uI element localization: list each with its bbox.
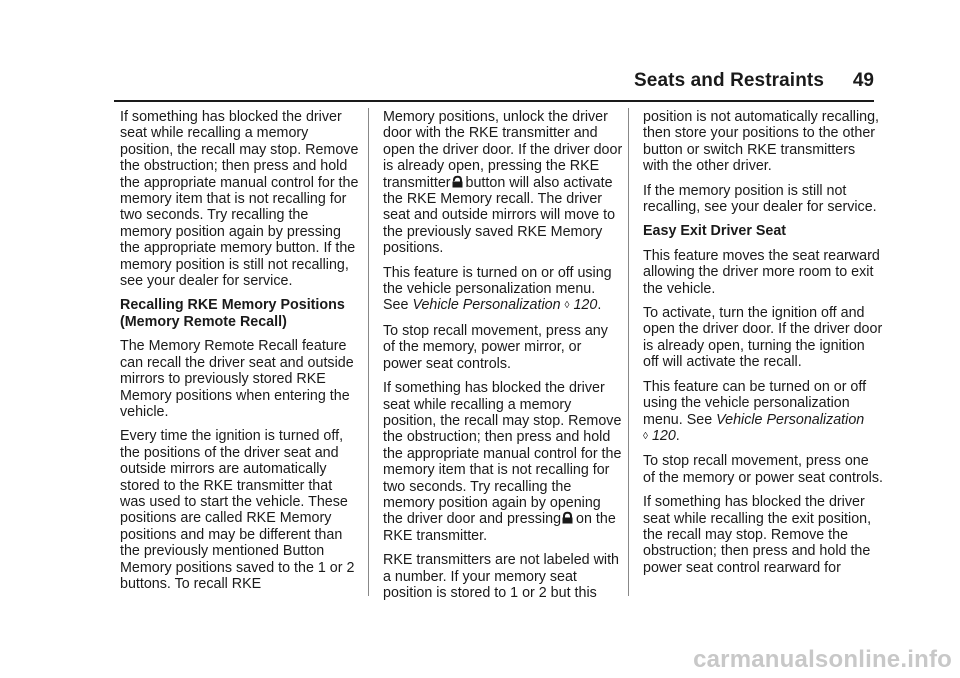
header-rule	[114, 100, 874, 102]
punctuation: .	[597, 297, 602, 314]
paragraph	[383, 265, 623, 315]
subheading-easy-exit: Easy Exit Driver Seat	[643, 223, 787, 240]
paragraph-text: button will also activate the RKE Memory recall. The driver seat and outside mirrors will move to the previously saved RKE Memory positions.	[383, 174, 616, 257]
cross-reference-page[interactable]: 120	[573, 297, 598, 314]
paragraph-text: If something has blocked the driver seat while recalling a memory position, the recall may stop. Remove the obstruction; then press and hold the appropriate manual control for the memory item that is not recalling for two seconds. Try recalling the memory position again by opening the driver door and pressing	[383, 380, 622, 528]
column-1	[120, 109, 360, 600]
paragraph-text: This feature can be turned on or off using the vehicle personalization menu. See	[643, 378, 867, 428]
paragraph: If the memory position is still not recalling, see your dealer for service.	[643, 182, 877, 216]
rke-unlock-icon	[452, 175, 463, 188]
paragraph	[383, 380, 623, 544]
paragraph: The Memory Remote Recall feature can recall the driver seat and outside mirrors to previously stored RKE Memory positions when entering the vehicle.	[120, 338, 354, 420]
paragraph: If something has blocked the driver seat while recalling a memory position, the recall may stop. Remove the obstruction; then press and hold the appropriate manual control for the memory item that is not recalling for two seconds. Try recalling the memory position again by pressing the appropriate memory button. If the memory position is still not recalling, see your dealer for service.	[120, 109, 359, 290]
paragraph	[643, 379, 883, 446]
paragraph: This feature moves the seat rearward allowing the driver more room to exit the vehicle.	[643, 247, 880, 297]
page-ref-icon: ◊	[643, 430, 648, 442]
column-divider-1	[368, 108, 369, 596]
paragraph-text: Memory positions, unlock the driver door with the RKE transmitter and open the driver door. If the driver door is already open, pressing the RKE transmitter	[383, 109, 623, 191]
page-header	[0, 0, 960, 100]
section-title: Seats and Restraints	[634, 70, 824, 91]
paragraph: To stop recall movement, press one of the memory or power seat controls.	[643, 453, 883, 486]
paragraph: To activate, turn the ignition off and open the driver door. If the driver door is already open, turning the ignition off will activate the recall.	[643, 305, 883, 371]
page-number: 49	[852, 70, 874, 91]
paragraph-text: on the RKE transmitter.	[383, 511, 616, 544]
punctuation: .	[675, 427, 680, 444]
paragraph-text: This feature is turned on or off using the vehicle personalization menu. See	[383, 264, 612, 314]
paragraph	[383, 109, 623, 257]
column-2	[383, 109, 623, 609]
subheading-rke-memory-recall: Recalling RKE Memory Positions (Memory Remote Recall)	[120, 297, 345, 330]
paragraph: Every time the ignition is turned off, the positions of the driver seat and outside mirrors are automatically stored to the RKE transmitter that was used to start the vehicle. These positions are called RKE Memory positions and may be different than the previously mentioned Button Memory positions saved to the 1 or 2 buttons. To recall RKE	[120, 428, 355, 592]
cross-reference-page[interactable]: 120	[651, 427, 676, 444]
page-ref-icon: ◊	[564, 300, 570, 312]
paragraph: position is not automatically recalling, then store your positions to the other button or switch RKE transmitters with the other driver.	[643, 109, 880, 175]
cross-reference-link[interactable]: Vehicle Personalization	[412, 297, 561, 314]
paragraph: RKE transmitters are not labeled with a number. If your memory seat position is stored to 1 or 2 but this	[383, 552, 620, 601]
rke-unlock-icon	[562, 511, 573, 524]
column-3	[643, 109, 883, 584]
column-divider-2	[628, 108, 629, 596]
watermark: carmanualsonline.info	[693, 646, 952, 673]
paragraph: If something has blocked the driver seat while recalling the exit position, the recall may stop. Remove the obstruction; then press and hold the power seat control rearward for	[643, 494, 872, 576]
cross-reference-link[interactable]: Vehicle Personalization	[716, 411, 865, 428]
paragraph: To stop recall movement, press any of the memory, power mirror, or power seat controls.	[383, 322, 608, 372]
